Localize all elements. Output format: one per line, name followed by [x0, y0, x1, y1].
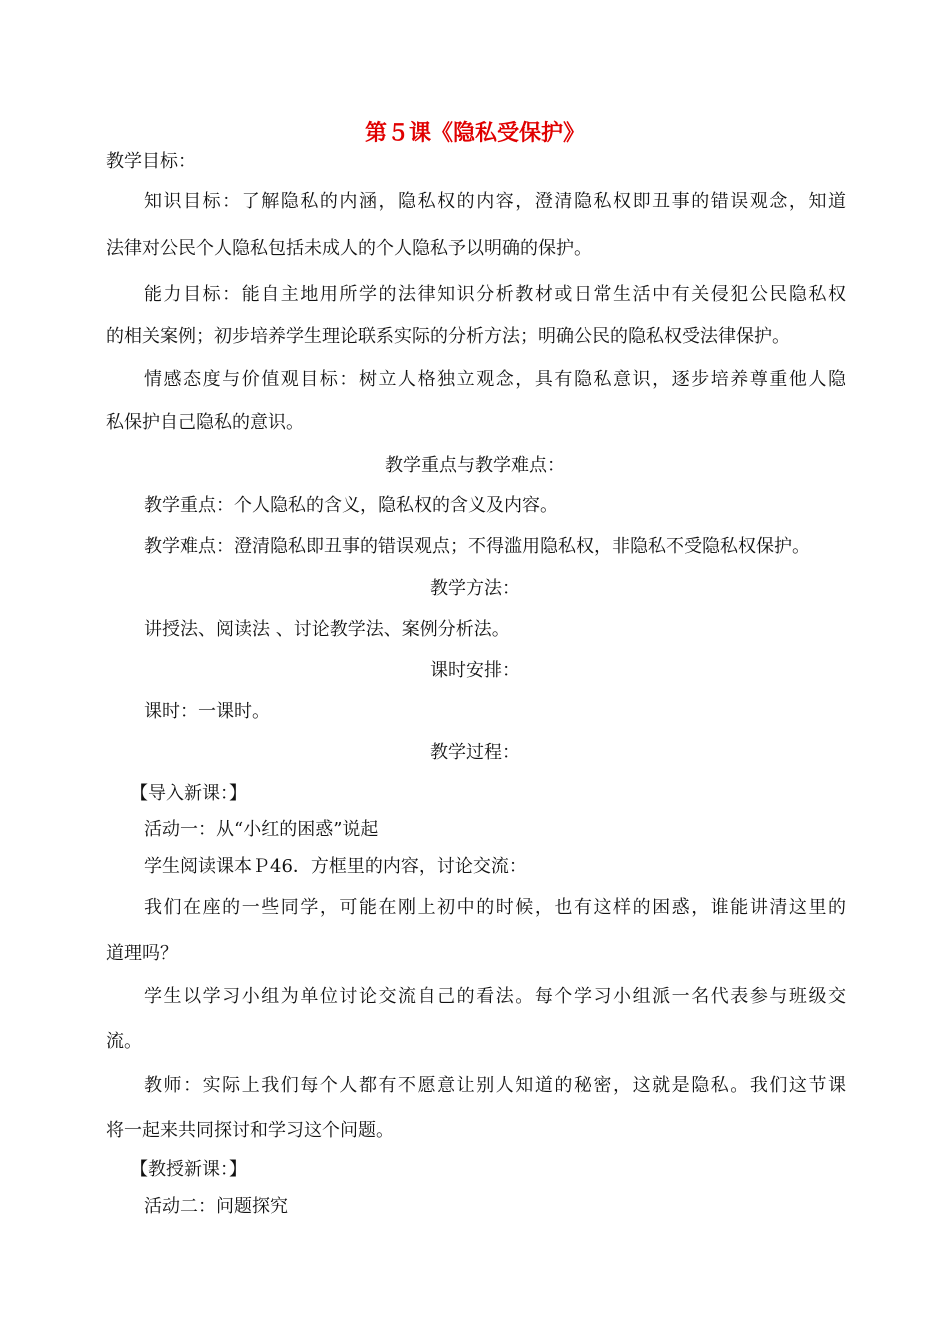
activity-one: 活动一：从“小红的困惑”说起 [144, 819, 379, 840]
teacher-line-1: 教师：实际上我们每个人都有不愿意让别人知道的秘密，这就是隐私。我们这节课 [144, 1075, 846, 1096]
group-discussion-line-1: 学生以学习小组为单位讨论交流自己的看法。每个学习小组派一名代表参与班级交 [144, 986, 846, 1007]
section-heading-process: 教学过程： [430, 742, 520, 763]
attitude-goal-line-1: 情感态度与价值观目标：树立人格独立观念，具有隐私意识，逐步培养尊重他人隐 [144, 369, 846, 390]
section-heading-objectives: 教学目标： [106, 151, 196, 172]
section-heading-key-points: 教学重点与教学难点： [385, 455, 565, 476]
section-heading-methods: 教学方法： [430, 578, 520, 599]
teacher-line-2: 将一起来共同探讨和学习这个问题。 [106, 1120, 394, 1141]
attitude-goal-line-2: 私保护自己隐私的意识。 [106, 412, 304, 433]
methods-text: 讲授法、阅读法 、讨论教学法、案例分析法。 [144, 619, 510, 640]
knowledge-goal-line-2: 法律对公民个人隐私包括未成人的个人隐私予以明确的保护。 [106, 238, 592, 259]
key-point: 教学重点：个人隐私的含义，隐私权的含义及内容。 [144, 495, 558, 516]
ability-goal-line-1: 能力目标：能自主地用所学的法律知识分析教材或日常生活中有关侵犯公民隐私权 [144, 284, 846, 305]
page-title: 第５课《隐私受保护》 [364, 120, 585, 146]
ability-goal-line-2: 的相关案例；初步培养学生理论联系实际的分析方法；明确公民的隐私权受法律保护。 [106, 326, 790, 347]
reading-instruction: 学生阅读课本Ｐ46．方框里的内容，讨论交流： [144, 856, 527, 877]
knowledge-goal-line-1: 知识目标：了解隐私的内涵，隐私权的内容，澄清隐私权即丑事的错误观念，知道 [144, 191, 846, 212]
intro-heading: 【导入新课：】 [130, 783, 247, 804]
activity-two: 活动二：问题探究 [144, 1196, 288, 1217]
schedule-text: 课时：一课时。 [144, 701, 270, 722]
group-discussion-line-2: 流。 [106, 1031, 142, 1052]
new-lesson-heading: 【教授新课：】 [130, 1159, 247, 1180]
question-line-1: 我们在座的一些同学，可能在刚上初中的时候，也有这样的困惑，谁能讲清这里的 [144, 897, 846, 918]
difficult-point: 教学难点：澄清隐私即丑事的错误观点；不得滥用隐私权，非隐私不受隐私权保护。 [144, 536, 810, 557]
section-heading-schedule: 课时安排： [430, 660, 520, 681]
question-line-2: 道理吗？ [106, 943, 178, 964]
